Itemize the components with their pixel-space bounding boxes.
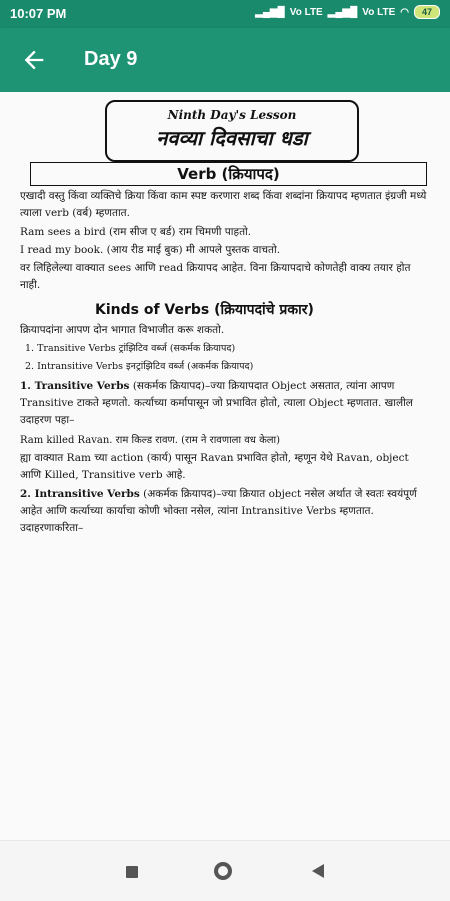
- example-line: Ram sees a bird (राम सीज ए बर्ड) राम चिमणी पाहतो.: [20, 226, 252, 238]
- volte-label: Vo LTE: [362, 6, 396, 18]
- volte-label: Vo LTE: [289, 6, 323, 18]
- battery-icon: 47: [414, 5, 440, 19]
- lesson-page[interactable]: [0, 92, 450, 840]
- intransitive-title: 2. Intransitive Verbs: [20, 488, 140, 500]
- app-bar: [0, 28, 450, 92]
- lesson-title-box: [105, 100, 359, 162]
- status-icons: [255, 5, 440, 19]
- system-nav-bar: [0, 840, 450, 901]
- square-icon[interactable]: [126, 866, 138, 878]
- intro-paragraph: एखादी वस्तु किंवा व्यक्तिचे क्रिया किंवा काम स्पष्ट करणारा शब्द किंवा शब्दांना क्रियापद म्हणतात इंग्रजी मध्ये त्याला verb (वर्ब) म्हणतात.: [20, 190, 427, 219]
- kinds-intro: क्रियापदांना आपण दोन भागात विभाजीत करू शकतो.: [20, 324, 225, 336]
- transitive-text: (सकर्मक क्रियापद)–ज्या क्रियापदात Object असतात, त्यांना आपण Transitive टाकते म्हणतो. कर्त्याच्या कर्मापासून जो प्रभावित होतो, त्याला Object म्हणतात. खालील उदाहरण पहा–: [20, 380, 413, 426]
- scanned-page: [20, 100, 430, 600]
- page-title: Day 9: [84, 48, 138, 70]
- status-time: 10:07 PM: [10, 6, 67, 21]
- explanation-paragraph: वर लिहिलेल्या वाक्यात sees आणि read क्रियापद आहेत. विना क्रियापदाचे कोणतेही वाक्य तयार होत नाही.: [20, 262, 411, 291]
- signal-icon: ▂▄▆█: [255, 6, 285, 18]
- transitive-explanation: ह्या वाक्यात Ram च्या action (कार्य) पासून Ravan प्रभावित होतो, म्हणून येथे Ravan, object आणि Killed, Transitive verb आहे.: [20, 452, 409, 481]
- kind-item: 1. Transitive Verbs ट्रांझिटिव वर्ब्ज (सकर्मक क्रियापद): [25, 343, 236, 354]
- transitive-title: 1. Transitive Verbs: [20, 380, 130, 392]
- kind-item: 2. Intransitive Verbs इनट्रांझिटिव वर्ब्ज (अकर्मक क्रियापद): [25, 361, 254, 372]
- circle-icon[interactable]: [214, 862, 232, 880]
- intransitive-text: (अकर्मक क्रियापद)–ज्या क्रियात object नसेल अर्थात जे स्वतः स्वयंपूर्ण आहेत आणि कर्त्याच्या कार्याचा कोणी भोक्ता नसेल, त्यांना Intransitive Verbs म्हणतात. उदाहरणाकरिता–: [20, 488, 417, 534]
- wifi-icon: ◠: [400, 6, 409, 18]
- signal-icon: ▂▄▆█: [327, 6, 358, 18]
- intransitive-paragraph: [20, 486, 428, 537]
- triangle-back-icon[interactable]: [312, 864, 324, 878]
- verb-heading: Verb (क्रियापद): [30, 162, 427, 186]
- example-line: I read my book. (आय रीड माई बुक) मी आपले पुस्तक वाचतो.: [20, 244, 281, 256]
- lesson-title-mr: नवव्या दिवसाचा धडा: [156, 126, 308, 150]
- example-line: Ram killed Ravan. राम किल्ड रावण. (राम ने रावणाला वध केला): [20, 435, 281, 446]
- arrow-left-icon[interactable]: [20, 46, 48, 74]
- lesson-title-en: Ninth Day's Lesson: [167, 108, 297, 122]
- transitive-paragraph: [20, 378, 428, 429]
- status-bar: [0, 0, 450, 28]
- kinds-heading: Kinds of Verbs (क्रियापदांचे प्रकार): [95, 302, 314, 318]
